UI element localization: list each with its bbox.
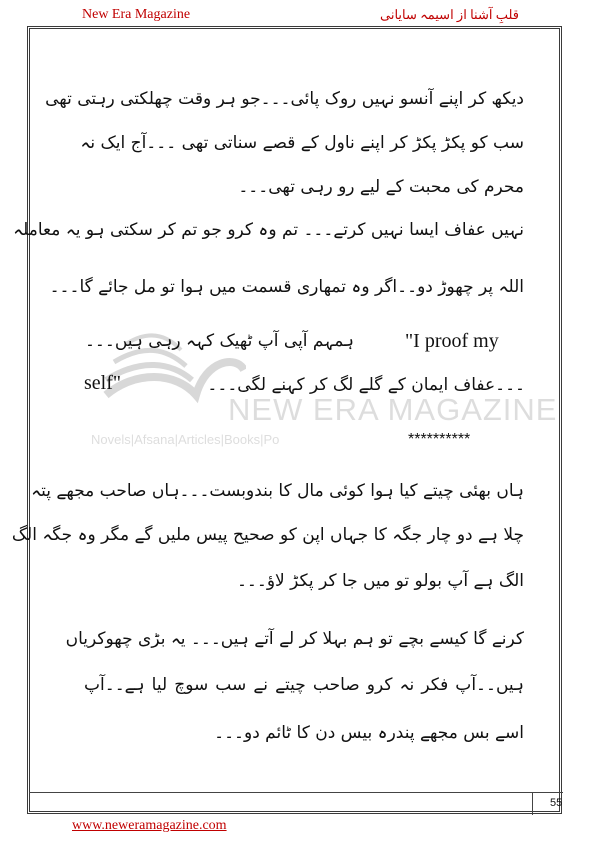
watermark-title: NEW ERA MAGAZINE [228,392,558,427]
urdu-line-3: محرم کی محبت کے لیے رو رہی تھی۔۔۔ [238,177,524,197]
page-number: 55 [550,797,563,809]
book-logo-icon [86,300,246,430]
urdu-line-5: اللہ پر چھوڑ دو۔۔اگر وہ تمھاری قسمت میں ہوا تو مل جائے گا۔۔۔ [49,277,524,297]
urdu-line-2: سب کو پکڑ پکڑ کر اپنے ناول کے قصے سناتی تھی ۔۔۔آج ایک نہ [80,133,524,153]
urdu-line-11: کرنے گا کیسے بچے تو ہم بہلا کر لے آتے ہیں۔۔۔ یہ بڑی چھوکریاں [65,629,524,649]
urdu-line-8: ہاں بھئی چیتے کیا ہوا کوئی مال کا بندوبست۔۔۔ہاں صاحب مجھے پتہ [31,481,524,501]
english-quote-start: "I proof my [405,330,499,352]
urdu-line-1: دیکھ کر اپنے آنسو نہیں روک پائی۔۔۔جو ہر وقت چھلکتی رہتی تھی [45,89,524,109]
magazine-name-header: New Era Magazine [82,7,191,22]
website-link[interactable]: www.neweramagazine.com [72,818,227,833]
urdu-line-10: الگ ہے آپ بولو تو میں جا کر پکڑ لاؤ۔۔۔ [236,571,524,591]
urdu-line-4: نہیں عفاف ایسا نہیں کرتے۔۔۔ تم وہ کرو جو تم کر سکتی ہو یہ معاملہ [13,220,524,240]
novel-title-header: قلبِ آشنا از اسیمہ سایانی [379,7,519,22]
watermark-subtitle: Novels|Afsana|Articles|Books|Po [91,432,280,447]
urdu-line-12: ہیں۔۔آپ فکر نہ کرو صاحب چیتے نے سب سوچ لیا ہے۔۔آپ [84,675,524,695]
section-separator: ********** [408,431,471,448]
urdu-line-6: ہمہم آپی آپ ٹھیک کہہ رہی ہیں۔۔۔ [84,331,354,351]
urdu-line-13: اسے بس مجھے پندرہ بیس دن کا ٹائم دو۔۔۔ [214,723,524,743]
urdu-line-7: ۔۔۔عفاف ایمان کے گلے لگ کر کہنے لگی۔۔۔ [207,375,525,395]
urdu-line-9: چلا ہے دو چار جگہ کا جہاں اپن کو صحیح پیس ملیں گے مگر وہ جگہ الگ [11,525,524,545]
english-quote-end: self" [84,372,122,394]
footer-rule [29,792,532,793]
